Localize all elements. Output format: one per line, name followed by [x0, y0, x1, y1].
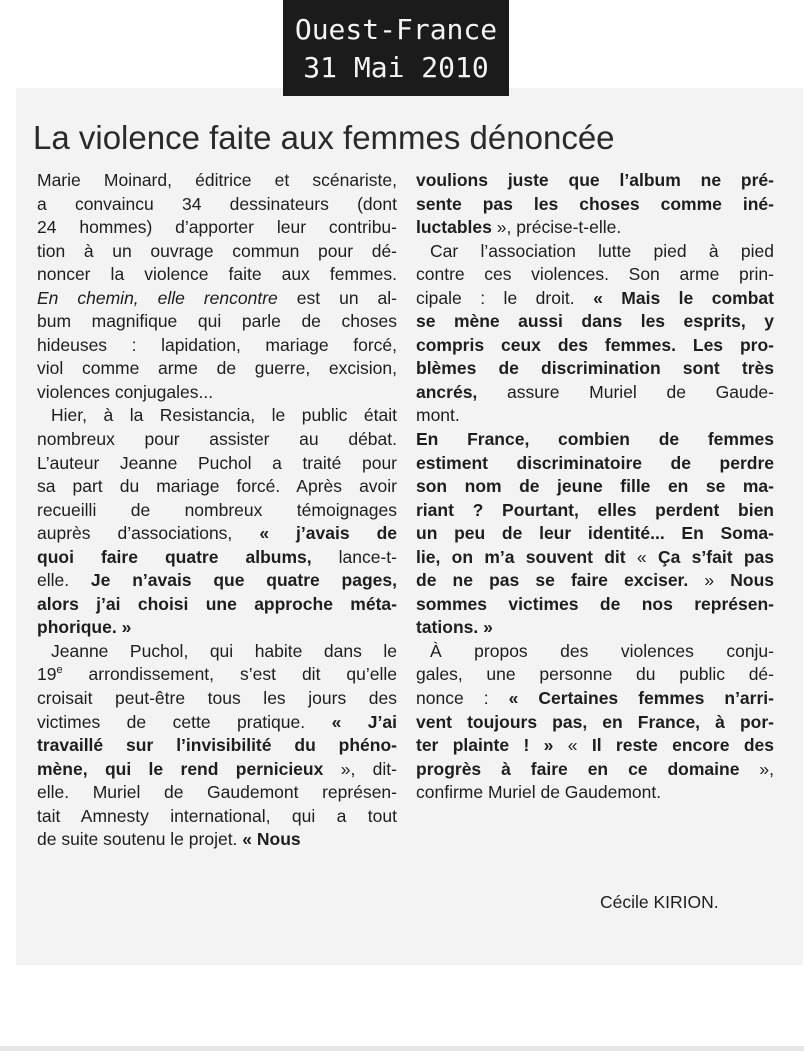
text-line — [37, 334, 397, 358]
text-run: progrès à faire en ce domaine — [416, 758, 740, 779]
text-run: tations. » — [416, 617, 493, 638]
text-line — [416, 499, 774, 523]
text-run: compris ceux des femmes. Les pro- — [416, 334, 774, 355]
text-run: « j’avais de — [259, 523, 397, 544]
text-run: Hier, à la Resistancia, le public était — [51, 405, 397, 426]
article-column-right — [416, 169, 774, 805]
text-run: ancrés, — [416, 381, 478, 402]
text-line — [37, 428, 397, 452]
text-run: confirme Muriel de Gaudemont. — [416, 782, 662, 803]
text-line — [37, 169, 397, 193]
text-run: cipale : le droit. — [416, 287, 594, 308]
text-line — [416, 522, 774, 546]
text-run: À propos des violences conju- — [430, 640, 774, 661]
text-line — [416, 452, 774, 476]
text-line — [416, 616, 774, 640]
article-headline: La violence faite aux femmes dénoncée — [33, 119, 615, 156]
text-line — [416, 569, 774, 593]
text-run: de ne pas se faire exciser. — [416, 570, 689, 591]
text-line — [37, 499, 397, 523]
text-run: Nous — [730, 570, 774, 591]
text-line — [37, 522, 397, 546]
text-run: hideuses : lapidation, mariage forcé, — [37, 334, 397, 355]
text-run: Il reste encore des — [591, 735, 774, 756]
text-line — [37, 805, 397, 829]
text-line — [37, 828, 397, 852]
text-run: bum magnifique qui parle de choses — [37, 311, 397, 332]
text-run: « — [553, 735, 592, 756]
text-line — [37, 593, 397, 617]
text-run: mont. — [416, 405, 460, 426]
text-run: En chemin, elle rencontre — [37, 287, 278, 308]
text-run: vent toujours pas, en France, à por- — [416, 711, 774, 732]
text-line — [37, 734, 397, 758]
text-line — [37, 546, 397, 570]
text-run: viol comme arme de guerre, excision, — [37, 358, 397, 379]
text-run: En France, combien de femmes — [416, 429, 774, 450]
text-line — [37, 475, 397, 499]
text-run: de suite soutenu le projet. — [37, 829, 243, 850]
text-run: phorique. » — [37, 617, 132, 638]
text-line — [37, 357, 397, 381]
text-line — [416, 240, 774, 264]
text-line — [416, 263, 774, 287]
text-run: auprès d’associations, — [37, 523, 260, 544]
text-line — [416, 310, 774, 334]
text-run: travaillé sur l’invisibilité du phéno- — [37, 735, 397, 756]
text-line — [37, 711, 397, 735]
text-run: sente pas les choses comme iné- — [416, 193, 774, 214]
text-run: 19 — [37, 664, 57, 685]
text-run: nombreux pour assister au débat. — [37, 429, 397, 450]
text-run: recueilli de nombreux témoignages — [37, 499, 397, 520]
text-run: estiment discriminatoire de perdre — [416, 452, 774, 473]
text-run: « — [625, 546, 658, 567]
text-run: alors j’ai choisi une approche méta- — [37, 593, 397, 614]
text-line — [37, 287, 397, 311]
text-line — [37, 687, 397, 711]
text-run: « Nous — [242, 829, 301, 850]
text-line — [37, 640, 397, 664]
article-column-left — [37, 169, 397, 852]
text-line — [416, 287, 774, 311]
text-line — [416, 357, 774, 381]
text-run: arrondissement, s’est dit qu’elle — [62, 664, 397, 685]
text-run: Car l’association lutte pied à pied — [430, 240, 774, 261]
text-run: elle. Muriel de Gaudemont représen- — [37, 782, 397, 803]
text-run: lie, on m’a souvent dit — [416, 546, 626, 567]
page-bottom-edge — [0, 1046, 804, 1051]
text-line — [416, 381, 774, 405]
text-line — [37, 310, 397, 334]
newspaper-name: Ouest-France — [294, 13, 498, 46]
text-run: blèmes de discrimination sont très — [416, 358, 774, 379]
text-run: 24 hommes) d’apporter leur contribu- — [37, 217, 397, 238]
text-run: L’auteur Jeanne Puchol a traité pour — [37, 452, 397, 473]
text-line — [416, 334, 774, 358]
text-run: « Mais le combat — [593, 287, 774, 308]
text-line — [37, 758, 397, 782]
text-run: luctables — [416, 217, 492, 238]
text-line — [416, 593, 774, 617]
text-run: un peu de leur identité... En Soma- — [416, 523, 774, 544]
text-line — [37, 616, 397, 640]
text-run: mène, qui le rend pernicieux — [37, 758, 324, 779]
text-run: e — [56, 664, 63, 677]
text-run: victimes de cette pratique. — [37, 711, 332, 732]
text-line — [416, 193, 774, 217]
text-line — [37, 781, 397, 805]
text-line — [416, 687, 774, 711]
text-run: », dit- — [323, 758, 397, 779]
text-run: est un al- — [277, 287, 397, 308]
text-line — [416, 663, 774, 687]
text-run: gales, une personne du public dé- — [416, 664, 774, 685]
text-run: « Certaines femmes n’arri- — [508, 688, 774, 709]
text-line — [416, 640, 774, 664]
text-run: tait Amnesty international, qui a tout — [37, 805, 397, 826]
text-line — [416, 546, 774, 570]
text-run: Ça s’fait pas — [657, 546, 774, 567]
text-run: contre ces violences. Son arme prin- — [416, 264, 774, 285]
text-run: sa part du mariage forcé. Après avoir — [37, 476, 397, 497]
text-run: croisait peut-être tous les jours des — [37, 688, 397, 709]
text-run: assure Muriel de Gaude- — [477, 381, 774, 402]
text-run: sommes victimes de nos représen- — [416, 593, 774, 614]
text-line — [37, 663, 397, 687]
text-line — [416, 404, 774, 428]
text-line — [37, 216, 397, 240]
text-run: quoi faire quatre albums, — [37, 546, 312, 567]
masthead-label — [283, 0, 509, 96]
text-line — [416, 781, 774, 805]
text-run: son nom de jeune fille en se ma- — [416, 476, 774, 497]
text-run: voulions juste que l’album ne pré- — [416, 170, 774, 190]
publication-date: 31 Mai 2010 — [303, 51, 489, 84]
text-run: elle. — [37, 570, 91, 591]
text-run: Je n’avais que quatre pages, — [90, 570, 398, 591]
text-run: « J’ai — [331, 711, 397, 732]
text-line — [37, 404, 397, 428]
text-line — [37, 452, 397, 476]
text-run: », précise-t-elle. — [491, 217, 622, 238]
text-line — [416, 428, 774, 452]
text-line — [416, 758, 774, 782]
text-run: violences conjugales... — [37, 381, 214, 402]
text-run: » — [688, 570, 731, 591]
text-line — [416, 216, 774, 240]
text-line — [37, 381, 397, 405]
text-line — [416, 169, 774, 193]
text-run: riant ? Pourtant, elles perdent bien — [416, 499, 774, 520]
text-line — [416, 711, 774, 735]
text-run: noncer la violence faite aux femmes. — [37, 264, 397, 285]
text-line — [37, 240, 397, 264]
author-byline: Cécile KIRION. — [600, 892, 719, 912]
text-line — [37, 263, 397, 287]
text-run: Jeanne Puchol, qui habite dans le — [51, 640, 397, 661]
text-line — [37, 193, 397, 217]
text-line — [37, 569, 397, 593]
text-line — [416, 734, 774, 758]
text-run: nonce : — [416, 688, 509, 709]
text-run: », — [739, 758, 774, 779]
text-run: Marie Moinard, éditrice et scénariste, — [37, 170, 397, 190]
text-run: a convaincu 34 dessinateurs (dont — [37, 193, 397, 214]
text-run: se mène aussi dans les esprits, y — [416, 311, 774, 332]
text-run: ter plainte ! » — [416, 735, 554, 756]
text-run: tion à un ouvrage commun pour dé- — [37, 240, 397, 261]
text-line — [416, 475, 774, 499]
text-run: lance-t- — [311, 546, 397, 567]
